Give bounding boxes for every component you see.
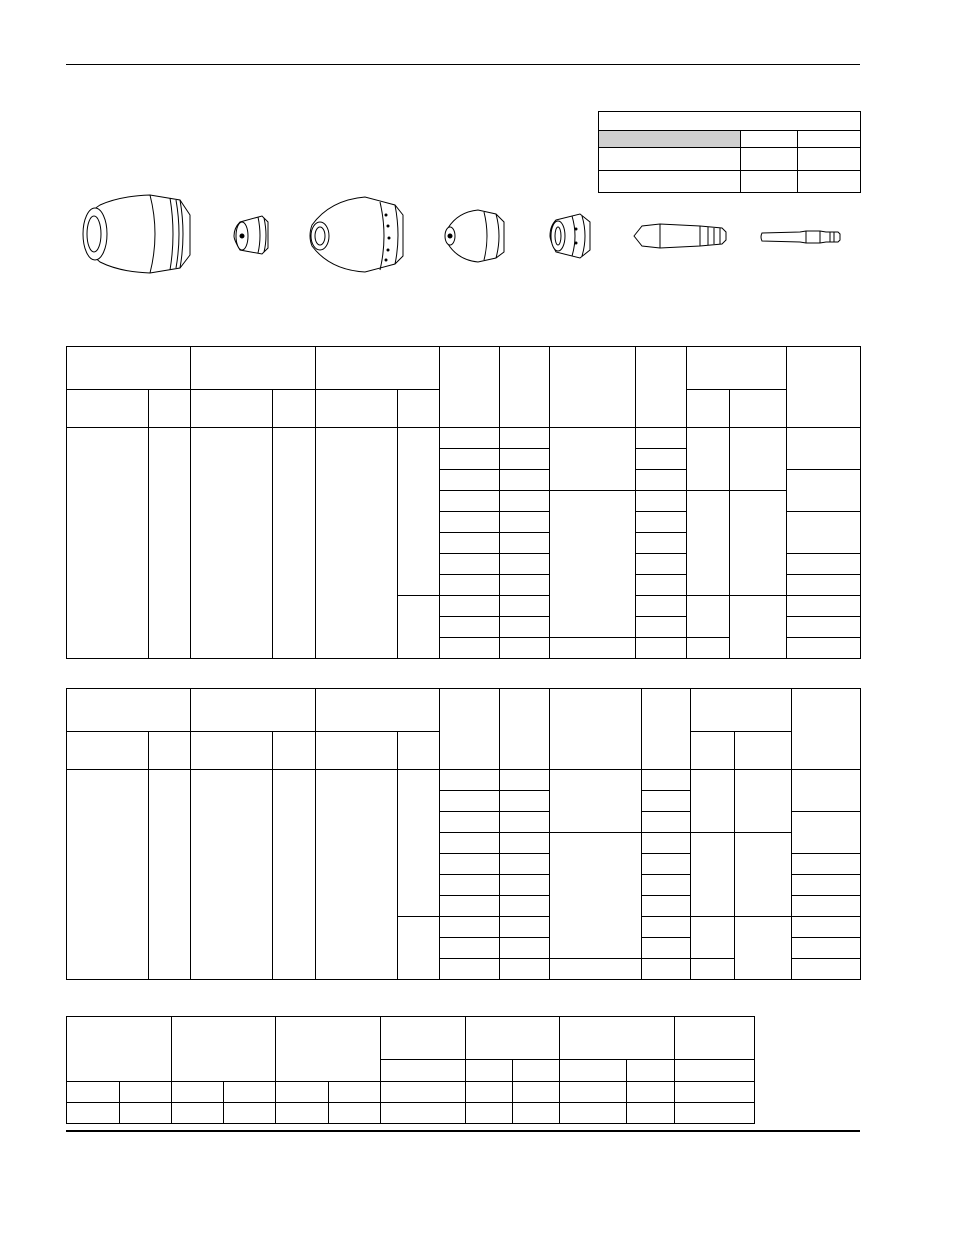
header-cell (500, 689, 550, 770)
table-cell (120, 1082, 172, 1103)
table-cell (787, 428, 861, 470)
table-cell (500, 470, 550, 491)
table-cell (440, 512, 500, 533)
table-cell (191, 428, 273, 659)
table-cell (787, 617, 861, 638)
header-cell (440, 347, 500, 428)
table-cell (316, 428, 398, 659)
subheader-cell (466, 1060, 513, 1082)
table-cell (792, 854, 861, 875)
table-cell (381, 1082, 466, 1103)
subheader-cell (398, 732, 440, 770)
table-cell (273, 428, 316, 659)
table-cell (440, 896, 500, 917)
table-cell (642, 854, 691, 875)
table-cell (500, 512, 550, 533)
subheader-cell (149, 732, 191, 770)
footer-rule (66, 1130, 860, 1132)
table-cell (730, 428, 787, 491)
header-cell (191, 347, 316, 390)
table-cell (398, 596, 440, 659)
table-cell (642, 791, 691, 812)
subheader-cell (67, 732, 149, 770)
header-cell (687, 347, 787, 390)
table-cell (440, 617, 500, 638)
nozzle-retaining-cap-icon (310, 197, 403, 272)
table-cell (636, 470, 687, 491)
header-cell (276, 1017, 381, 1082)
table-cell (550, 770, 642, 833)
table-cell (398, 917, 440, 980)
table-cell (550, 833, 642, 959)
table-cell (636, 596, 687, 617)
table-cell (675, 1082, 755, 1103)
table-cell (149, 770, 191, 980)
table-cell (224, 1082, 276, 1103)
table-cell (398, 428, 440, 596)
table-cell (687, 638, 730, 659)
cut-chart-table-2 (66, 688, 861, 980)
table-cell (440, 833, 500, 854)
table-cell (67, 770, 149, 980)
subheader-cell (67, 390, 149, 428)
table-cell (466, 1103, 513, 1124)
table-cell (513, 1082, 560, 1103)
table-cell (691, 770, 735, 833)
table-cell (440, 959, 500, 980)
legend-title-cell (599, 112, 861, 131)
table-cell (500, 875, 550, 896)
header-cell (67, 689, 191, 732)
subheader-cell (735, 732, 792, 770)
table-cell (500, 428, 550, 449)
header-cell (381, 1017, 466, 1060)
header-cell (466, 1017, 560, 1060)
table-cell (440, 770, 500, 791)
table-cell (500, 833, 550, 854)
table-cell (381, 1103, 466, 1124)
table-cell (636, 575, 687, 596)
table-cell (500, 491, 550, 512)
table-cell (500, 770, 550, 791)
table-cell (500, 854, 550, 875)
header-cell (191, 689, 316, 732)
table-cell (172, 1103, 224, 1124)
header-cell (316, 347, 440, 390)
legend-header-cell (741, 131, 798, 148)
table-cell (67, 1082, 120, 1103)
subheader-cell (627, 1060, 675, 1082)
table-cell (172, 1082, 224, 1103)
table-cell (440, 428, 500, 449)
cut-chart-table-1 (66, 346, 861, 659)
table-cell (636, 449, 687, 470)
subheader-cell (149, 390, 191, 428)
table-cell (500, 554, 550, 575)
consumable-parts-illustration (0, 185, 954, 285)
table-cell (691, 959, 735, 980)
table-cell (792, 938, 861, 959)
subheader-cell (316, 732, 398, 770)
table-cell (627, 1082, 675, 1103)
table-cell (276, 1103, 329, 1124)
table-cell (550, 428, 636, 491)
table-cell (316, 770, 398, 980)
table-cell (500, 959, 550, 980)
subheader-cell (191, 732, 273, 770)
subheader-cell (691, 732, 735, 770)
table-cell (440, 917, 500, 938)
table-cell (440, 596, 500, 617)
table-cell (687, 596, 730, 638)
table-cell (500, 449, 550, 470)
table-cell (440, 554, 500, 575)
subheader-cell (273, 732, 316, 770)
table-cell (550, 959, 642, 980)
table-cell (735, 917, 792, 980)
header-cell (550, 689, 642, 770)
legend-cell (798, 148, 861, 171)
table-cell (500, 791, 550, 812)
table-cell (440, 470, 500, 491)
table-cell (149, 428, 191, 659)
header-cell (560, 1017, 675, 1060)
electrode-icon (634, 224, 726, 248)
table-cell (636, 533, 687, 554)
table-cell (687, 428, 730, 491)
nozzle-icon (445, 210, 504, 262)
table-cell (642, 812, 691, 833)
table-cell (787, 596, 861, 617)
table-cell (642, 917, 691, 938)
table-cell (691, 917, 735, 959)
table-cell (730, 491, 787, 596)
retaining-cap-icon (234, 216, 268, 254)
header-cell (691, 689, 792, 732)
table-cell (787, 554, 861, 575)
subheader-cell (687, 390, 730, 428)
table-cell (636, 554, 687, 575)
table-cell (735, 770, 792, 833)
table-cell (440, 854, 500, 875)
header-cell (316, 689, 440, 732)
table-cell (273, 770, 316, 980)
table-cell (440, 449, 500, 470)
table-cell (398, 770, 440, 917)
table-cell (792, 896, 861, 917)
header-cell (675, 1017, 755, 1060)
shield-icon (83, 195, 190, 273)
table-cell (642, 938, 691, 959)
subheader-cell (560, 1060, 627, 1082)
table-cell (627, 1103, 675, 1124)
table-cell (440, 491, 500, 512)
subheader-cell (273, 390, 316, 428)
header-cell (440, 689, 500, 770)
table-cell (792, 917, 861, 938)
table-cell (642, 896, 691, 917)
table-cell (675, 1103, 755, 1124)
table-cell (120, 1103, 172, 1124)
table-cell (224, 1103, 276, 1124)
table-cell (787, 638, 861, 659)
table-cell (691, 833, 735, 917)
table-cell (550, 638, 636, 659)
table-cell (560, 1103, 627, 1124)
table-cell (67, 1103, 120, 1124)
table-cell (440, 791, 500, 812)
header-cell (636, 347, 687, 428)
table-cell (560, 1082, 627, 1103)
table-cell (500, 938, 550, 959)
table-cell (792, 770, 861, 812)
table-cell (500, 533, 550, 554)
table-cell (636, 428, 687, 449)
table-cell (67, 428, 149, 659)
table-cell (787, 470, 861, 512)
subheader-cell (398, 390, 440, 428)
table-cell (636, 617, 687, 638)
table-cell (466, 1082, 513, 1103)
header-cell (500, 347, 550, 428)
table-cell (440, 938, 500, 959)
header-cell (792, 689, 861, 770)
table-cell (500, 917, 550, 938)
table-cell (329, 1103, 381, 1124)
table-cell (636, 491, 687, 512)
legend-cell (599, 148, 741, 171)
table-cell (787, 575, 861, 596)
header-cell (172, 1017, 276, 1082)
legend-table (598, 111, 861, 193)
header-rule (66, 64, 860, 65)
table-cell (440, 533, 500, 554)
table-cell (500, 575, 550, 596)
subheader-cell (675, 1060, 755, 1082)
table-cell (500, 596, 550, 617)
table-cell (500, 617, 550, 638)
subheader-cell (513, 1060, 560, 1082)
table-cell (276, 1082, 329, 1103)
table-cell (550, 491, 636, 638)
header-cell (550, 347, 636, 428)
water-tube-icon (761, 231, 840, 243)
table-cell (787, 512, 861, 554)
header-cell (642, 689, 691, 770)
swirl-ring-icon (550, 214, 590, 258)
table-cell (513, 1103, 560, 1124)
table-cell (191, 770, 273, 980)
table-cell (440, 812, 500, 833)
table-cell (642, 959, 691, 980)
subheader-cell (730, 390, 787, 428)
subheader-cell (381, 1060, 466, 1082)
legend-header-cell (599, 131, 741, 148)
header-cell (787, 347, 861, 428)
subheader-cell (316, 390, 398, 428)
table-cell (687, 491, 730, 596)
table-cell (329, 1082, 381, 1103)
header-cell (67, 347, 191, 390)
table-cell (440, 638, 500, 659)
table-cell (500, 896, 550, 917)
table-cell (642, 770, 691, 791)
table-cell (792, 812, 861, 854)
table-cell (730, 596, 787, 659)
table-cell (440, 875, 500, 896)
table-cell (792, 875, 861, 896)
table-cell (642, 833, 691, 854)
table-cell (636, 638, 687, 659)
table-cell (792, 959, 861, 980)
subheader-cell (191, 390, 273, 428)
table-cell (636, 512, 687, 533)
legend-header-cell (798, 131, 861, 148)
table-cell (500, 638, 550, 659)
legend-cell (741, 148, 798, 171)
cut-chart-table-3 (66, 1016, 755, 1124)
table-cell (500, 812, 550, 833)
table-cell (440, 575, 500, 596)
table-cell (735, 833, 792, 917)
table-cell (642, 875, 691, 896)
header-cell (67, 1017, 172, 1082)
